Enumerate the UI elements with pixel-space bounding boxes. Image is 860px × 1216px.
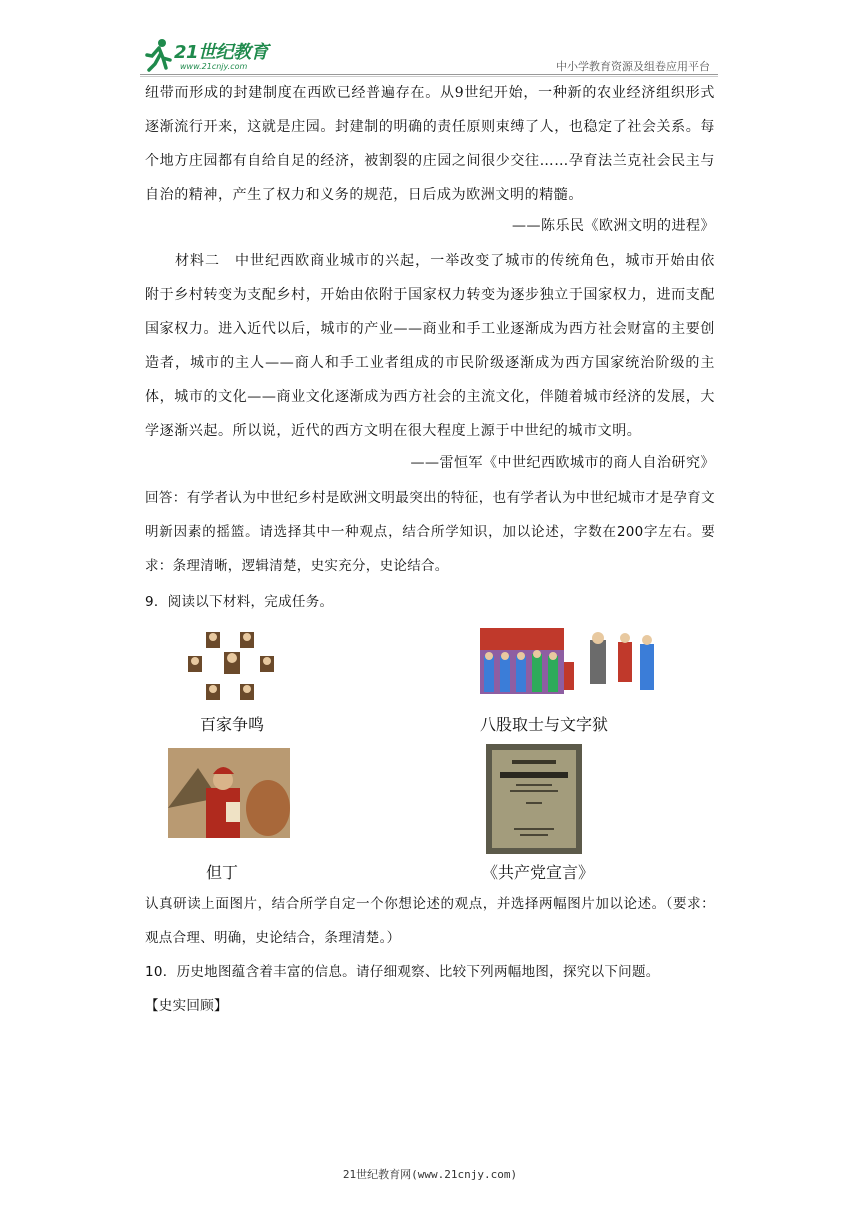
page-header bbox=[140, 36, 718, 76]
baijia-zhengming-caption: 百家争鸣 bbox=[200, 715, 265, 734]
platform-label: 中小学教育资源及组卷应用平台 bbox=[556, 60, 710, 73]
logo bbox=[140, 36, 300, 76]
question-ten-section: 【史实回顾】 bbox=[145, 998, 228, 1014]
communist-manifesto-image bbox=[486, 744, 582, 854]
header-divider bbox=[140, 74, 718, 75]
answer-prompt: 回答：有学者认为中世纪乡村是欧洲文明最突出的特征，也有学者认为中世纪城市才是孕育文明新因素的摇篮。请选择其中一种观点，结合所学知识，加以论述，字数在200字左右。要求：条理清晰，逻辑清楚，史实充分，史论结合。 bbox=[145, 490, 715, 574]
question-nine-task: 认真研读上面图片，结合所学自定一个你想论述的观点，并选择两幅图片加以论述。（要求：观点合理、明确，史论结合，条理清楚。） bbox=[145, 896, 715, 946]
question-ten-title: 10．历史地图蕴含着丰富的信息。请仔细观察、比较下列两幅地图，探究以下问题。 bbox=[145, 964, 660, 980]
material-one-citation: ——陈乐民《欧洲文明的进程》 bbox=[512, 218, 715, 234]
material-one-text: 纽带而形成的封建制度在西欧已经普遍存在。从9世纪开始，一种新的农业经济组织形式逐渐流行开来，这就是庄园。封建制的明确的责任原则束缚了人，也稳定了社会关系。每个地方庄园都有自给自足的经济，被割裂的庄园之间很少交往……孕育法兰克社会民主与自治的精神，产生了权力和义务的规范，日后成为欧洲文明的精髓。 bbox=[145, 85, 715, 203]
communist-manifesto-caption: 《共产党宣言》 bbox=[482, 863, 595, 882]
page-footer: 21世纪教育网(www.21cnjy.com) bbox=[342, 1168, 518, 1181]
dante-painting-image bbox=[168, 748, 290, 838]
bagu-wenziyu-caption: 八股取士与文字狱 bbox=[480, 715, 609, 734]
question-nine-title: 9．阅读以下材料，完成任务。 bbox=[145, 594, 334, 610]
logo-url: www.21cnjy.com bbox=[180, 62, 248, 71]
logo-text: 21世纪教育 bbox=[174, 42, 269, 63]
material-two-text: 材料二 中世纪西欧商业城市的兴起，一举改变了城市的传统角色，城市开始由依附于乡村转变为支配乡村，开始由依附于国家权力转变为逐步独立于国家权力，进而支配国家权力。进入近代以后，城市的产业——商业和手工业逐渐成为西方社会财富的主要创造者，城市的主人——商人和手工业者组成的市民阶级逐渐成为西方国家统治阶级的主体，城市的文化——商业文化逐渐成为西方社会的主流文化，伴随着城市经济的发展，大学逐渐兴起。所以说，近代的西方文明在很大程度上源于中世纪的城市文明。 bbox=[145, 253, 715, 439]
material-two-citation: ——雷恒军《中世纪西欧城市的商人自治研究》 bbox=[410, 455, 715, 471]
baijia-zhengming-image bbox=[182, 628, 282, 710]
bagu-wenziyu-image bbox=[478, 626, 670, 696]
dante-caption: 但丁 bbox=[206, 863, 239, 882]
runner-logo-icon bbox=[144, 38, 174, 72]
